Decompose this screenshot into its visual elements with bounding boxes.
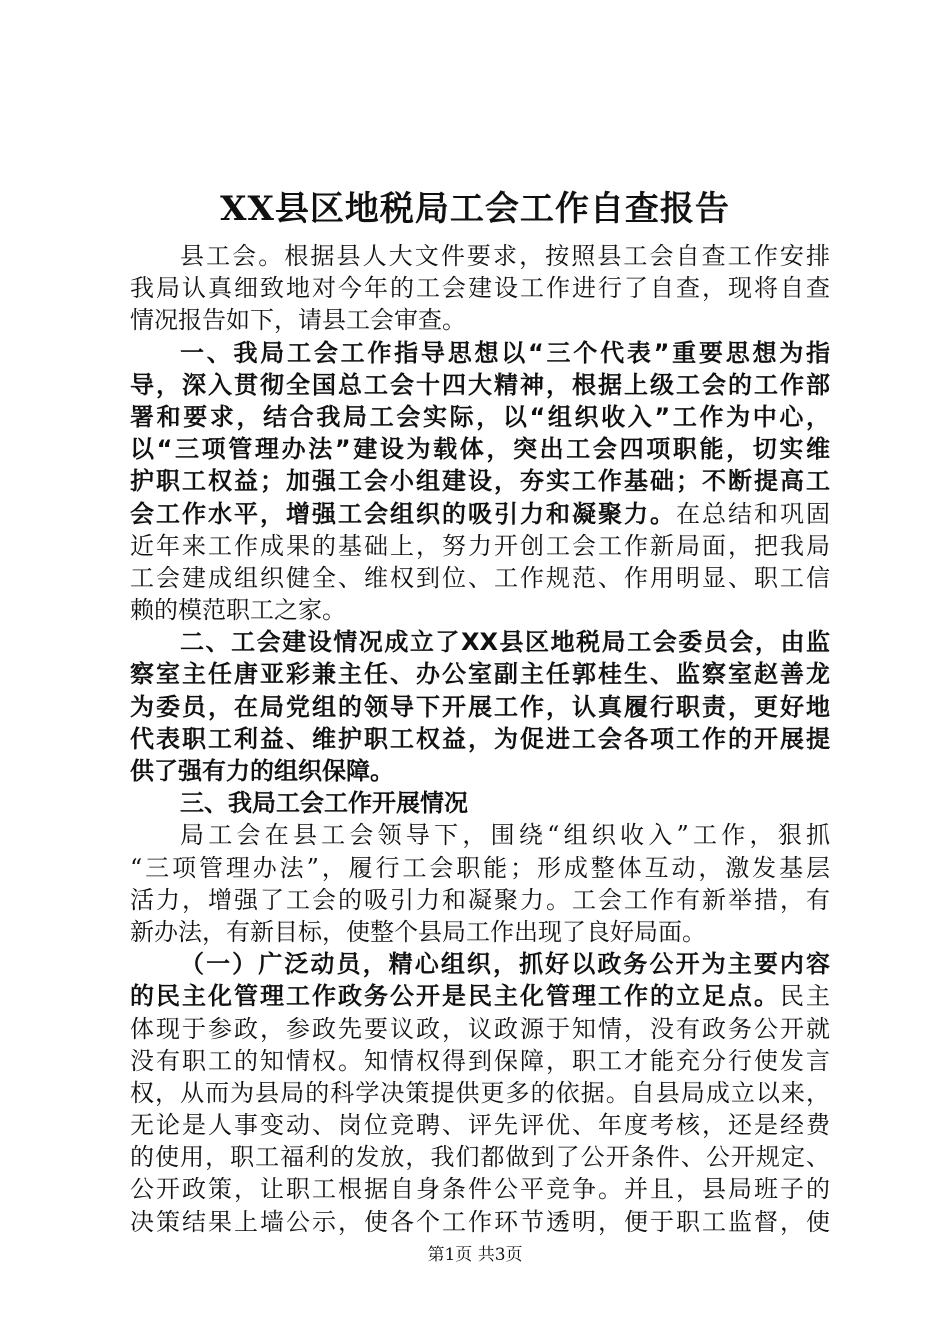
bold-text-segment: 供了强有力的组织保障。 — [130, 757, 394, 785]
text-line — [130, 594, 830, 626]
text-segment: “三项管理办法”，履行工会职能；形成整体互动，激发基层 — [130, 853, 830, 882]
text-segment: 无论是人事变动、岗位竞聘、评先评优、年度考核，还是经费 — [130, 1111, 830, 1140]
text-line — [130, 948, 830, 980]
text-segment: 县工会。根据县人大文件要求，按照县工会自查工作安排 — [180, 242, 830, 270]
text-line — [130, 240, 830, 272]
text-line — [130, 337, 830, 369]
bold-text-segment: 一、我局工会工作指导思想以“三个代表”重要思想为指 — [180, 338, 830, 367]
bold-text-segment: 代表职工利益、维护职工权益，为促进工会各项工作的开展提 — [130, 724, 830, 753]
text-line — [130, 562, 830, 594]
text-line — [130, 884, 830, 916]
text-line — [130, 1206, 830, 1238]
text-line — [130, 626, 830, 658]
text-segment: 民主 — [780, 982, 830, 1011]
page-number-footer: 第1页 共3页 — [427, 1245, 523, 1265]
bold-text-segment: 会工作水平，增强工会组织的吸引力和凝聚力。 — [130, 499, 676, 528]
text-line — [130, 465, 830, 497]
text-segment: 我局认真细致地对今年的工会建设工作进行了自查，现将自查 — [130, 274, 830, 303]
text-line — [130, 369, 830, 401]
text-line — [130, 852, 830, 884]
text-segment: 近年来工作成果的基础上，努力开创工会工作新局面，把我局 — [130, 531, 830, 560]
text-line — [130, 498, 830, 530]
text-segment: 工会建成组织健全、维权到位、工作规范、作用明显、职工信 — [130, 563, 830, 592]
text-line — [130, 980, 830, 1012]
text-segment: 局工会在县工会领导下，围绕“组织收入”工作，狠抓 — [180, 821, 830, 850]
bold-text-segment: 护职工权益；加强工会小组建设，夯实工作基础；不断提高工 — [130, 467, 830, 496]
bold-text-segment: 二、工会建设情况成立了XX县区地税局工会委员会，由监 — [180, 628, 830, 657]
text-line — [130, 1045, 830, 1077]
document-title: XX县区地税局工会工作自查报告 — [220, 189, 730, 229]
text-line — [130, 272, 830, 304]
text-segment: 的使用，职工福利的发放，我们都做到了公开条件、公开规定、 — [130, 1143, 830, 1172]
text-segment: 情况报告如下，请县工会审查。 — [130, 306, 466, 335]
text-line — [130, 916, 830, 948]
bold-text-segment: 三、我局工会工作开展情况 — [180, 789, 468, 818]
text-line — [130, 691, 830, 723]
bold-text-segment: 为委员，在局党组的领导下开展工作，认真履行职责，更好地 — [130, 692, 830, 721]
text-segment: 赖的模范职工之家。 — [130, 596, 346, 625]
text-line — [130, 723, 830, 755]
text-segment: 体现于参政，参政先要议政，议政源于知情，没有政务公开就 — [130, 1014, 830, 1043]
text-segment: 在总结和巩固 — [676, 499, 830, 528]
text-line — [130, 1077, 830, 1109]
bold-text-segment: 以“三项管理办法”建设为载体，突出工会四项职能，切实维 — [130, 435, 830, 464]
document-body — [130, 240, 830, 1238]
text-line — [130, 755, 830, 787]
text-segment: 决策结果上墙公示，使各个工作环节透明，便于职工监督，使 — [130, 1207, 830, 1236]
bold-text-segment: 察室主任唐亚彩兼主任、办公室副主任郭桂生、监察室赵善龙 — [130, 660, 830, 689]
text-line — [130, 1173, 830, 1205]
text-line — [130, 401, 830, 433]
text-segment: 新办法，有新目标，使整个县局工作出现了良好局面。 — [130, 917, 706, 946]
text-line — [130, 819, 830, 851]
text-line — [130, 433, 830, 465]
bold-text-segment: 的民主化管理工作政务公开是民主化管理工作的立足点。 — [130, 982, 780, 1011]
text-segment: 公开政策，让职工根据自身条件公平竞争。并且，县局班子的 — [130, 1175, 830, 1204]
text-line — [130, 1013, 830, 1045]
text-segment: 没有职工的知情权。知情权得到保障，职工才能充分行使发言 — [130, 1046, 830, 1075]
text-segment: 权，从而为县局的科学决策提供更多的依据。自县局成立以来， — [130, 1078, 830, 1107]
text-line — [130, 304, 830, 336]
text-segment: 活力，增强了工会的吸引力和凝聚力。工会工作有新举措，有 — [130, 885, 830, 914]
text-line — [130, 1141, 830, 1173]
bold-text-segment: 署和要求，结合我局工会实际，以“组织收入”工作为中心， — [130, 402, 830, 431]
bold-text-segment: （一）广泛动员，精心组织，抓好以政务公开为主要内容 — [180, 950, 830, 979]
text-line — [130, 1109, 830, 1141]
text-line — [130, 787, 830, 819]
text-line — [130, 658, 830, 690]
text-line — [130, 530, 830, 562]
bold-text-segment: 导，深入贯彻全国总工会十四大精神，根据上级工会的工作部 — [130, 370, 830, 399]
